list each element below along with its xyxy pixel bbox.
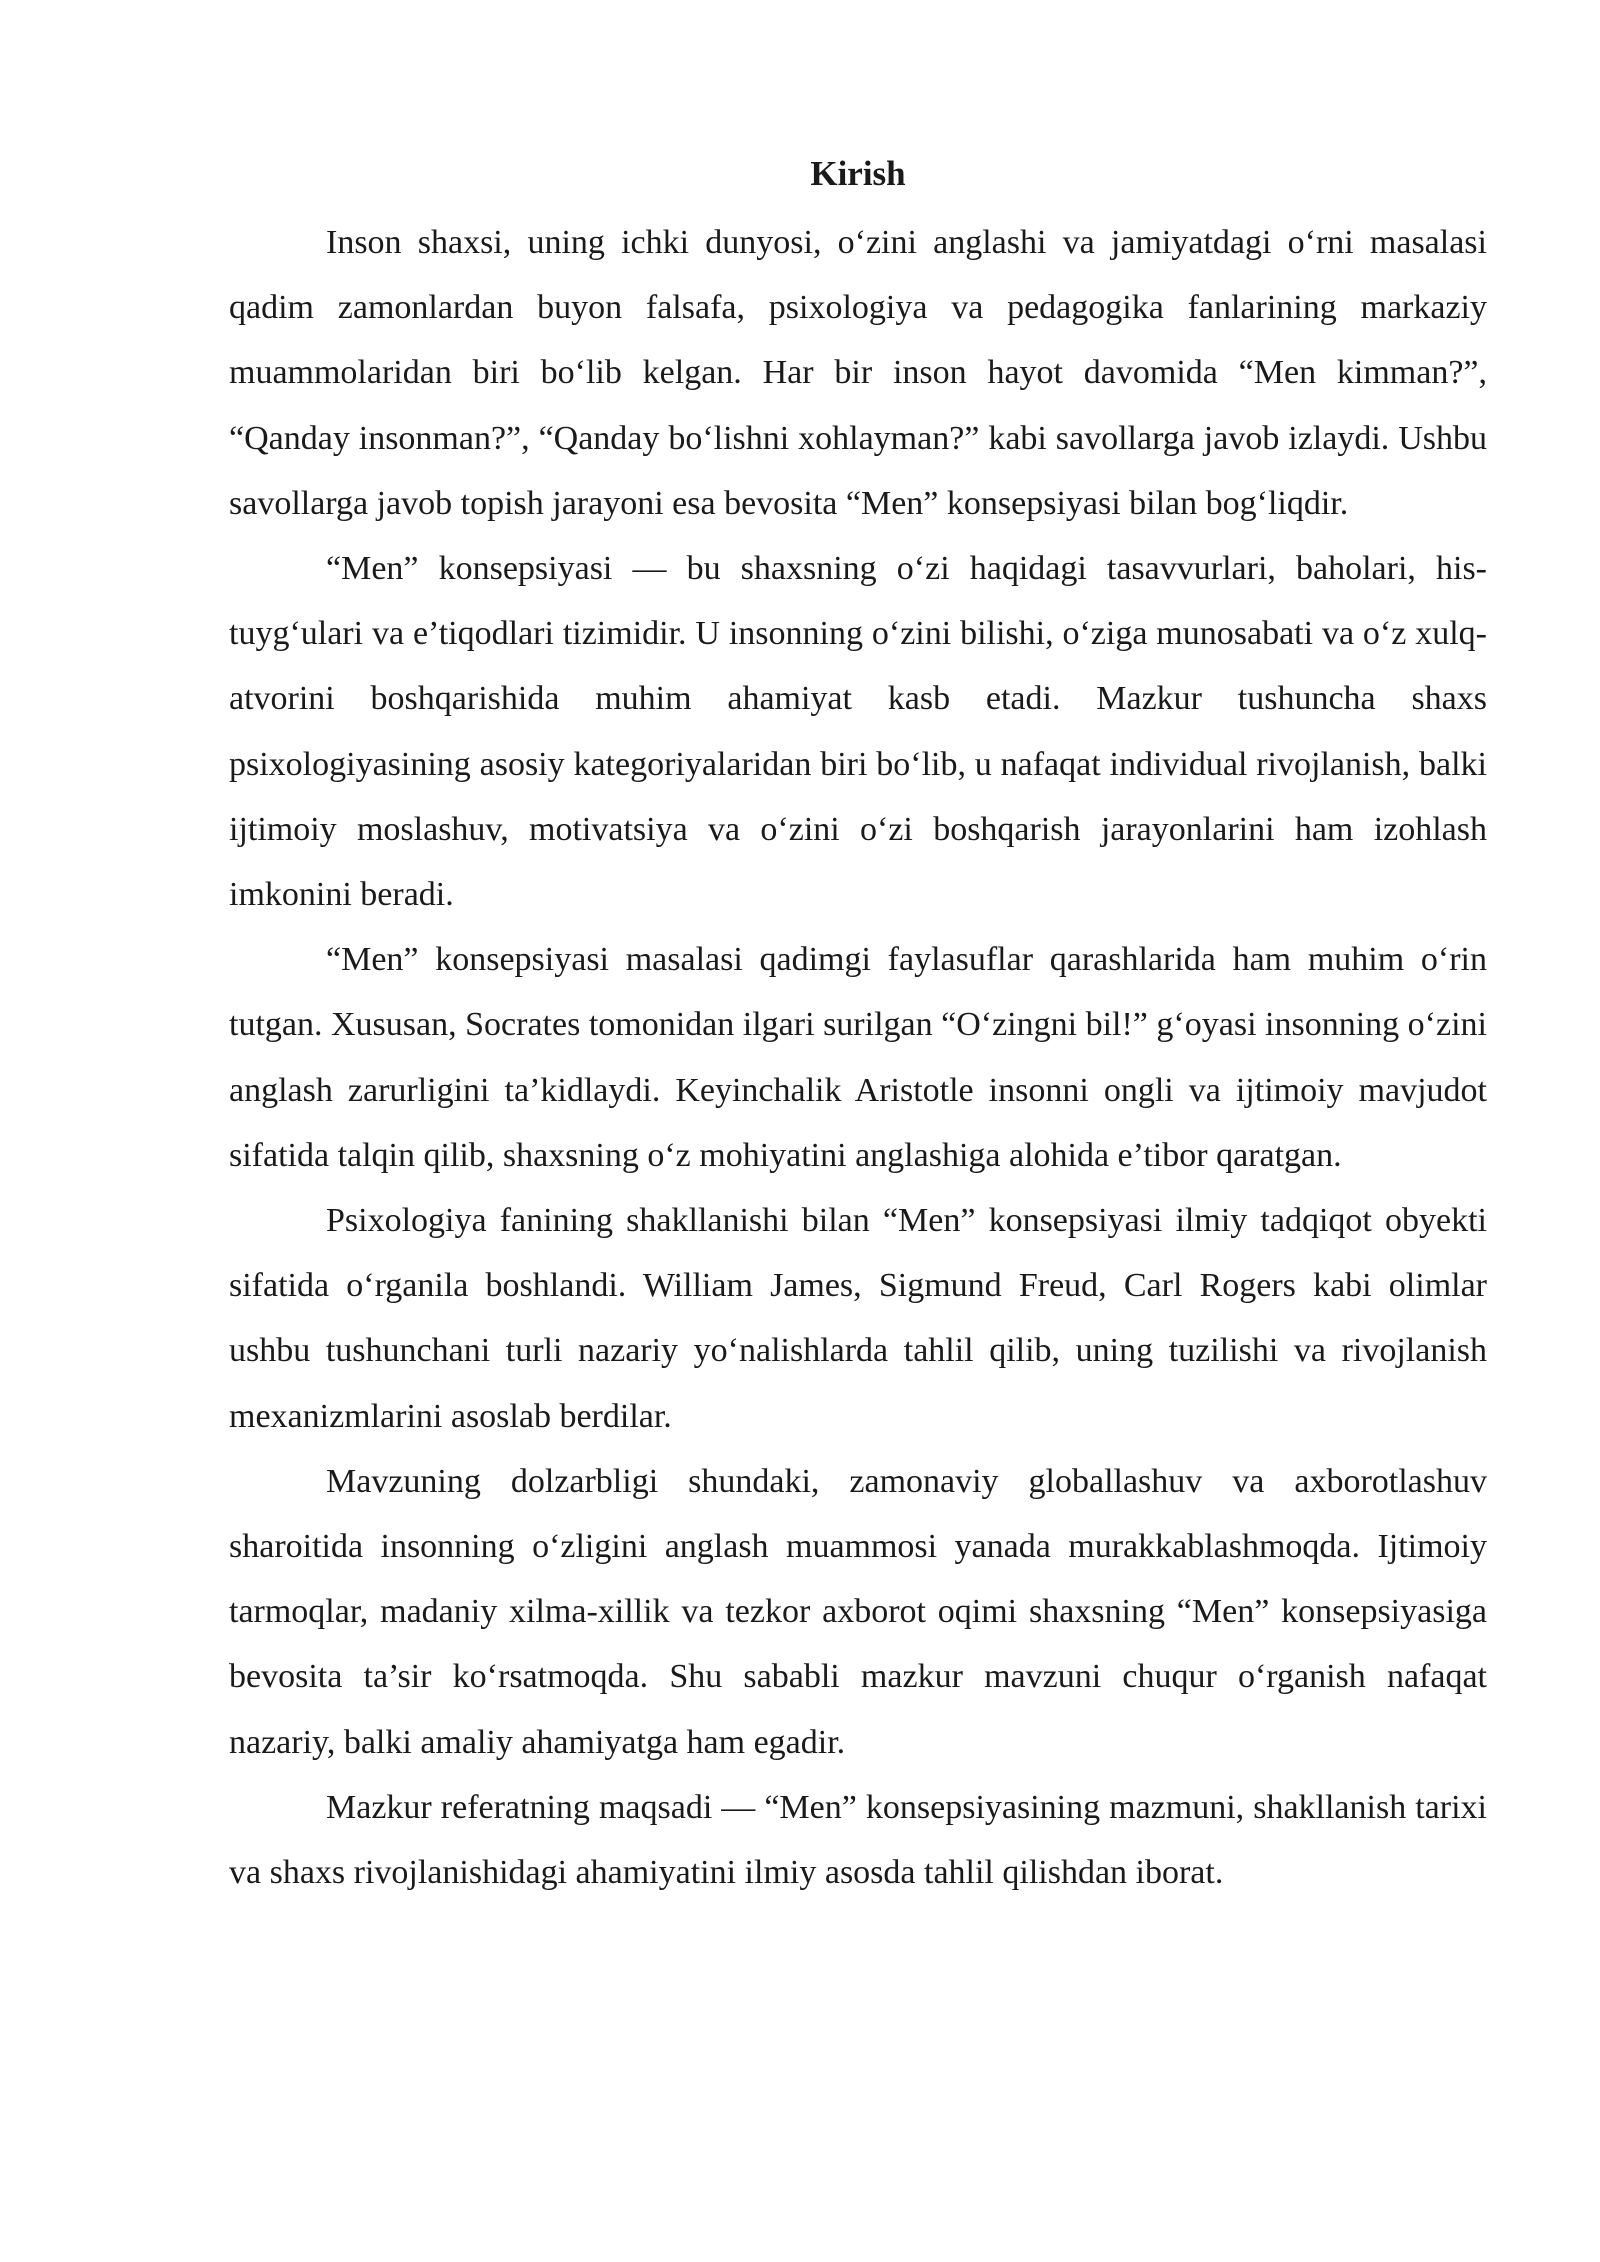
- section-title: Kirish: [810, 154, 906, 193]
- paragraph-4: Psixologiya fanining shakllanishi bilan “Men” konsepsiyasi ilmiy tadqiqot obyekti sifatida o‘rganila boshlandi. William James, Sigmund Freud, Carl Rogers kabi olimlar ushbu tushunchani turli nazariy yo‘nalishlarda tahlil qilib, uning tuzilishi va rivojlanish mexanizmlarini asoslab berdilar.: [229, 1202, 1487, 1435]
- paragraph-6: Mazkur referatning maqsadi — “Men” konsepsiyasining mazmuni, shakllanish tarixi va shaxs rivojlanishidagi ahamiyatini ilmiy asosda tahlil qilishdan iborat.: [229, 1788, 1487, 1892]
- paragraph-2: “Men” konsepsiyasi — bu shaxsning o‘zi haqidagi tasavvurlari, baholari, his-tuyg‘ulari va e’tiqodlari tizimidir. U insonning o‘zini bilishi, o‘ziga munosabati va o‘z xulq-atvorini boshqarishida muhim ahamiyat kasb etadi. Mazkur tushuncha shaxs psixologiyasining asosiy kategoriyalaridan biri bo‘lib, u nafaqat individual rivojlanish, balki ijtimoiy moslashuv, motivatsiya va o‘zini o‘zi boshqarish jarayonlarini ham izohlash imkonini beradi.: [229, 550, 1487, 914]
- document-body: [229, 148, 1487, 1905]
- paragraph-3: “Men” konsepsiyasi masalasi qadimgi faylasuflar qarashlarida ham muhim o‘rin tutgan. Xususan, Socrates tomonidan ilgari surilgan “O‘zingni bil!” g‘oyasi insonning o‘zini anglash zarurligini ta’kidlaydi. Keyinchalik Aristotle insonni ongli va ijtimoiy mavjudot sifatida talqin qilib, shaxsning o‘z mohiyatini anglashiga alohida e’tibor qaratgan.: [229, 941, 1487, 1174]
- paragraph-1: Inson shaxsi, uning ichki dunyosi, o‘zini anglashi va jamiyatdagi o‘rni masalasi qadim zamonlardan buyon falsafa, psixologiya va pedagogika fanlarining markaziy muammolaridan biri bo‘lib kelgan. Har bir inson hayot davomida “Men kimman?”, “Qanday insonman?”, “Qanday bo‘lishni xohlayman?” kabi savollarga javob izlaydi. Ushbu savollarga javob topish jarayoni esa bevosita “Men” konsepsiyasi bilan bog‘liqdir.: [229, 224, 1487, 522]
- paragraph-5: Mavzuning dolzarbligi shundaki, zamonaviy globallashuv va axborotlashuv sharoitida insonning o‘zligini anglash muammosi yanada murakkablashmoqda. Ijtimoiy tarmoqlar, madaniy xilma-xillik va tezkor axborot oqimi shaxsning “Men” konsepsiyasiga bevosita ta’sir ko‘rsatmoqda. Shu sababli mazkur mavzuni chuqur o‘rganish nafaqat nazariy, balki amaliy ahamiyatga ham egadir.: [229, 1462, 1487, 1761]
